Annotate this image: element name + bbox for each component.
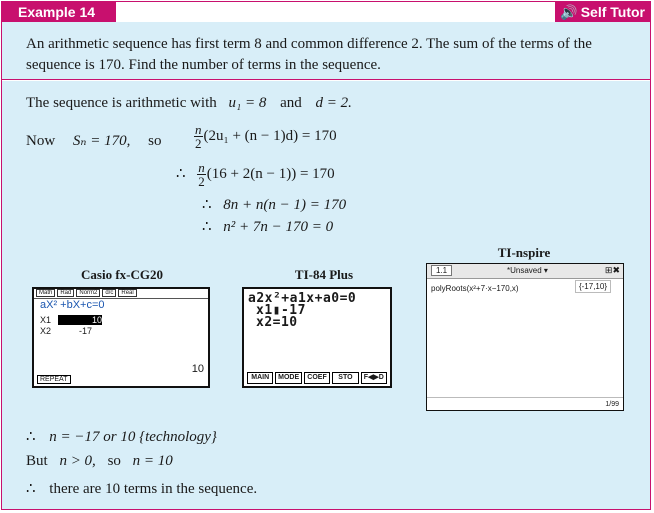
tinspire-window-controls: ⊞✖ — [604, 265, 620, 275]
step1-text: (2u₁ + (n − 1)d) = 170 — [203, 127, 337, 144]
ti84-softkeys: MAIN MODE COEF STO F◀▶D — [247, 372, 387, 384]
speaker-icon: 🔊 — [560, 4, 578, 20]
result-line — [26, 427, 217, 446]
step4-text: n² + 7n − 170 = 0 — [223, 219, 334, 235]
step2-line — [176, 161, 335, 188]
therefore-symbol: ∴ — [26, 481, 36, 497]
casio-screen — [32, 287, 210, 388]
now-text: Now — [26, 133, 56, 149]
ti84-x2: x2=10 — [256, 315, 298, 330]
tinspire-status: *Unsaved ▾ — [507, 266, 548, 275]
step2-text: (16 + 2(n − 1)) = 170 — [206, 165, 335, 182]
therefore-symbol: ∴ — [202, 219, 212, 235]
therefore-symbol: ∴ — [26, 429, 36, 445]
casio-repeat-button: REPEAT — [37, 375, 71, 384]
tinspire-result: {-17,10} — [575, 280, 611, 293]
step3-text: 8n + n(n − 1) = 170 — [223, 197, 347, 213]
question-box — [2, 22, 650, 80]
result-text: n = −17 or 10 {technology} — [49, 429, 217, 445]
and-text: and — [280, 95, 302, 111]
question-text: An arithmetic sequence has first term 8 and common difference 2. The sum of the terms of the sequence is 170. Find the number of terms in the sequence. — [26, 36, 592, 73]
step3-line — [202, 195, 346, 214]
tinspire-divider — [427, 397, 623, 398]
tinspire-command: polyRoots(x²+7·x−170,x) — [431, 284, 519, 293]
but-text: But — [26, 453, 48, 469]
sn-value: Sₙ = 170, — [72, 133, 131, 149]
conclusion-text: there are 10 terms in the sequence. — [49, 481, 258, 497]
so2-text: so — [107, 453, 121, 469]
tinspire-tab: 1.1 — [431, 265, 452, 276]
condition-text: n > 0, — [59, 453, 96, 469]
ti84-equation: a2x²+a1x+a0=0 — [248, 291, 357, 306]
step4-line — [202, 217, 333, 236]
casio-label: Casio fx-CG20 — [81, 267, 163, 282]
therefore-symbol: ∴ — [176, 165, 186, 182]
casio-x2-label: X2 — [40, 326, 52, 336]
example-label: Example 14 — [2, 2, 116, 22]
fraction-n-over-2: $\frac{n}{2}$ — [195, 122, 202, 151]
tinspire-page: 1/99 — [605, 401, 619, 408]
but-line — [26, 453, 173, 470]
casio-output-value: 10 — [191, 363, 204, 375]
solution-intro-line — [26, 95, 352, 112]
step1-line — [194, 123, 337, 150]
self-tutor-label: Self Tutor — [580, 4, 645, 20]
solution-panel — [2, 81, 650, 509]
casio-x1-value: 10 — [58, 315, 102, 325]
ti84-screen — [242, 287, 392, 388]
fraction-n-over-2-b: $\frac{n}{2}$ — [198, 160, 205, 189]
tinspire-screen — [426, 263, 624, 411]
tinspire-label: TI-nspire — [497, 245, 551, 260]
intro-text: The sequence is arithmetic with — [26, 95, 217, 111]
casio-x2-value: -17 — [78, 326, 92, 336]
casio-status-bar: Math Rad Norm2 d/c Real — [34, 289, 208, 299]
d-value: d = 2. — [315, 95, 352, 111]
ti84-label: TI-84 Plus — [294, 267, 354, 282]
so-text: so — [148, 133, 162, 149]
casio-equation: aX² +bX+c=0 — [40, 299, 105, 311]
conclusion-line — [26, 479, 257, 498]
therefore-symbol: ∴ — [202, 197, 212, 213]
final-n: n = 10 — [132, 453, 173, 469]
now-line — [26, 131, 161, 150]
u1-value: u₁ = 8 — [228, 95, 267, 111]
tinspire-top-bar — [427, 264, 623, 279]
casio-x1-label: X1 — [40, 315, 52, 325]
self-tutor-button[interactable] — [555, 2, 651, 22]
ti84-x1: x1▮-17 — [256, 303, 306, 318]
